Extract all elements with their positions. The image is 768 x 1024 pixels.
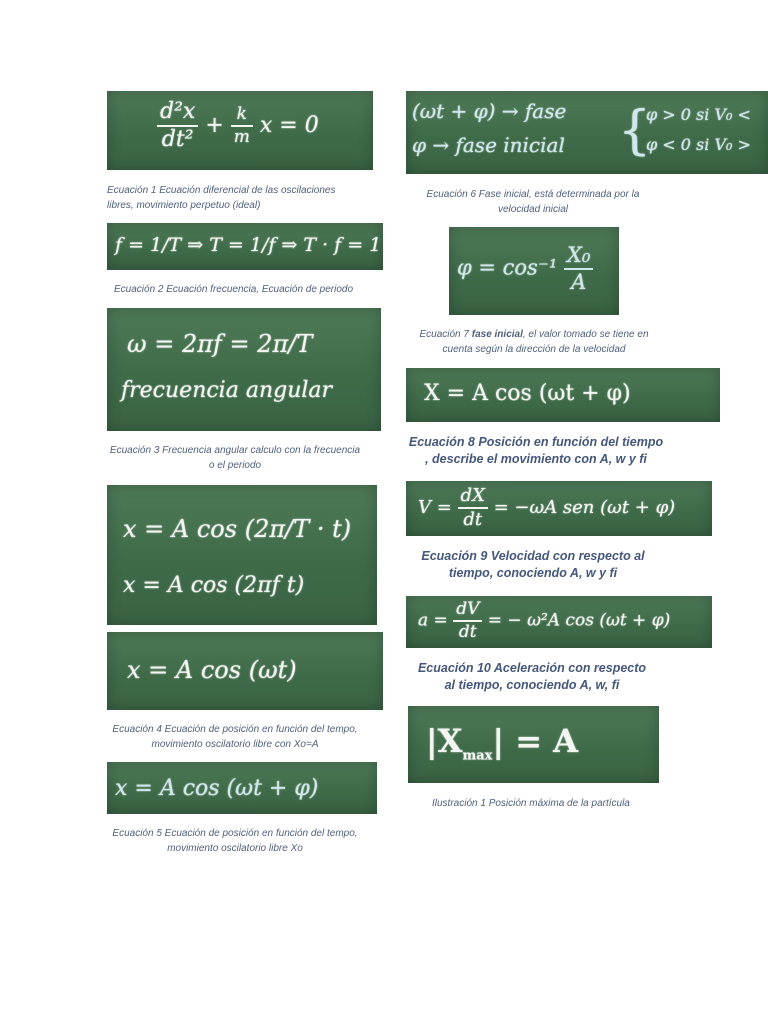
equation-2-formula: f = 1/T ⇒ T = 1/f ⇒ T · f = 1 [115, 234, 382, 256]
equation-5-image [107, 762, 377, 814]
caption-equation-3: Ecuación 3 Frecuencia angular calculo con la frecuencia o el periodo [109, 445, 361, 471]
equation-3-image [107, 308, 381, 431]
caption-equation-5: Ecuación 5 Ecuación de posición en función del tempo, movimiento oscilatorio libre Xo [112, 828, 358, 854]
equation-9-formula: V = $\frac{dX}{dt}$ = −ωA sen (ωt + φ) [418, 485, 676, 530]
equation-3-line-2: frecuencia angular [121, 378, 333, 403]
equation-1-formula: $\frac{\text{d²x}}{\text{dt²}}$ + $\frac{k}{m}$ x = 0 [157, 101, 319, 151]
equation-10-formula: a = $\frac{dV}{dt}$ = − ω²A cos (ωt + φ) [418, 599, 671, 642]
equation-8-formula: X = A cos (ωt + φ) [424, 381, 631, 406]
equation-10-image [406, 596, 712, 648]
equation-6-brace: { [618, 101, 652, 161]
caption-equation-8: Ecuación 8 Posición en función del tiempo , describe el movimiento con A, w y fi [408, 435, 664, 466]
equation-2-image [107, 223, 383, 270]
caption-equation-2: Ecuación 2 Ecuación frecuencia, Ecuación de periodo [114, 284, 354, 295]
equation-4a-line-2: x = A cos (2πf t) [123, 573, 305, 598]
equation-4b-image [107, 632, 383, 710]
caption-equation-10: Ecuación 10 Aceleración con respecto al tiempo, conociendo A, w, fi [417, 661, 647, 692]
equation-3-line-1: ω = 2πf = 2π/T [127, 330, 313, 358]
caption-illustration-1: Ilustración 1 Posición máxima de la partícula [432, 798, 630, 809]
caption-equation-7: Ecuación 7 fase inicial, el valor tomado se tiene en cuenta según la dirección de la velocidad [419, 329, 649, 355]
illustration-1-formula: $|X_{max}| = A$ [426, 722, 578, 764]
equation-6-condition-1: φ > 0 si V₀ < [646, 105, 751, 124]
illustration-1-image [408, 706, 659, 783]
equation-6-line-2: φ → fase inicial [412, 133, 565, 157]
equation-6-line-1: (ωt + φ) → fase [412, 99, 567, 123]
equation-5-formula: x = A cos (ωt + φ) [115, 776, 319, 801]
equation-6-condition-2: φ < 0 si V₀ > [646, 135, 751, 154]
equation-4a-line-1: x = A cos (2π/T · t) [123, 515, 352, 543]
caption-equation-1: Ecuación 1 Ecuación diferencial de las oscilaciones libres, movimiento perpetuo (ideal) [107, 185, 336, 211]
equation-7-formula: φ = cos⁻¹ $\frac{\text{X₀}}{A}$ [457, 245, 593, 293]
equation-4a-image [107, 485, 377, 625]
caption-equation-4: Ecuación 4 Ecuación de posición en función del tempo, movimiento oscilatorio libre con Xo=A [112, 724, 358, 750]
equation-9-image [406, 481, 712, 536]
equation-7-image [449, 227, 619, 315]
caption-equation-9: Ecuación 9 Velocidad con respecto al tiempo, conociendo A, w y fi [421, 549, 645, 580]
equation-8-image [406, 368, 720, 422]
equation-4b-formula: x = A cos (ωt) [127, 656, 297, 684]
equation-6-image [406, 91, 768, 174]
equation-1-image [107, 91, 373, 170]
caption-equation-6: Ecuación 6 Fase inicial, está determinada por la velocidad inicial [426, 189, 640, 215]
